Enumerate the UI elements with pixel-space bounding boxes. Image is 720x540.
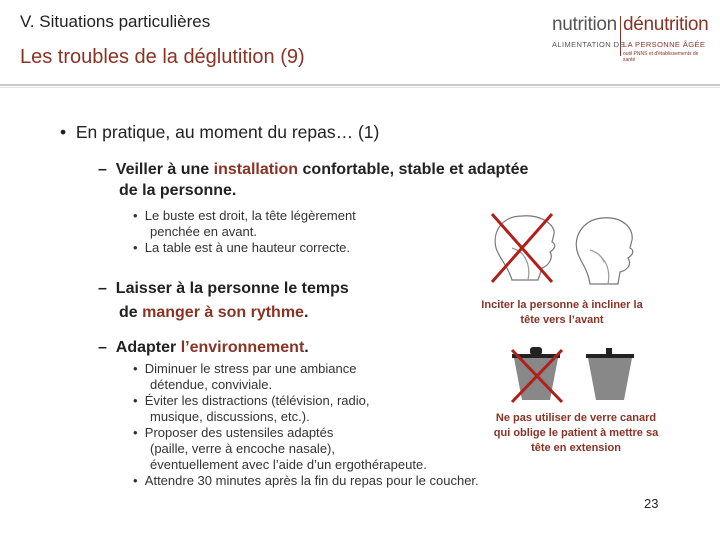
sub-item-cont: éventuellement avec l’aide d’un ergothérapeute. — [150, 457, 427, 472]
slide-title-number: (9) — [280, 46, 305, 68]
logo-tagline: outil PNNS et d'établissements de santé — [623, 51, 699, 63]
item-rythme-line1: Laisser à la personne le temps — [115, 280, 349, 297]
notched-cup-icon — [586, 348, 634, 400]
item-environnement — [98, 338, 309, 358]
item-installation — [98, 160, 528, 180]
dash-marker: – — [98, 339, 116, 356]
slide-title-main: Les troubles de la déglutition — [20, 46, 275, 68]
section-heading: V. Situations particulières — [20, 12, 211, 31]
sub-item: • La table est à une hauteur correcte. — [133, 240, 351, 255]
item-rythme-highlight: manger à son rythme — [142, 304, 304, 321]
item-rythme-line2: de manger à son rythme. — [119, 304, 309, 321]
sub-item-cont: musique, discussions, etc.). — [150, 409, 310, 424]
sub-list-installation — [133, 208, 356, 256]
sub-item: • Proposer des ustensiles adaptés — [133, 425, 334, 440]
logo-word-denutrition: dénutrition — [623, 14, 709, 35]
sub-item: • Diminuer le stress par une ambiance — [133, 361, 357, 376]
logo-word-nutrition: nutrition — [552, 14, 617, 35]
item-rythme — [98, 279, 349, 299]
item-installation-post: confortable, stable et adaptée — [298, 161, 529, 178]
logo-subtitle-left: ALIMENTATION DE — [552, 40, 625, 49]
page-number: 23 — [644, 496, 659, 511]
sub-item: • Le buste est droit, la tête légèrement — [133, 208, 356, 223]
header-rule-light — [0, 87, 720, 88]
item-env-pre: Adapter — [115, 339, 181, 356]
logo-divider — [620, 16, 621, 56]
logo-subtitle-right: LA PERSONNE ÂGÉE — [623, 40, 706, 49]
head-tilted-forward-icon — [576, 218, 633, 284]
item-installation-highlight: installation — [213, 161, 299, 178]
item-env-highlight: l’environnement — [180, 339, 305, 356]
bullet-dot: • — [60, 122, 67, 142]
sub-item-cont: (paille, verre à encoche nasale), — [150, 441, 335, 456]
item-installation-pre: Veiller à une — [115, 161, 214, 178]
item-env-post: . — [304, 339, 309, 356]
slide-title — [20, 46, 305, 69]
caption-cups: Ne pas utiliser de verre canard qui oblige le patient à mettre sa tête en extension — [493, 412, 659, 454]
item-installation-line2: de la personne. — [119, 182, 237, 199]
sub-item: • Attendre 30 minutes après la fin du repas pour le coucher. — [133, 473, 479, 488]
sub-item-cont: penchée en avant. — [150, 224, 257, 239]
cups-illustration — [504, 344, 640, 404]
main-bullet-text: En pratique, au moment du repas… (1) — [75, 122, 380, 142]
cross-mark-icon — [492, 214, 552, 282]
sub-item: • Éviter les distractions (télévision, radio, — [133, 393, 370, 408]
dash-marker: – — [98, 161, 116, 178]
sub-item-cont: détendue, conviviale. — [150, 377, 273, 392]
main-bullet — [60, 122, 379, 143]
header-rule — [0, 84, 720, 86]
caption-heads: Inciter la personne à incliner la tête vers l’avant — [481, 299, 643, 326]
head-posture-illustration — [482, 208, 652, 294]
dash-marker: – — [98, 280, 116, 297]
brand-logo — [552, 14, 712, 74]
